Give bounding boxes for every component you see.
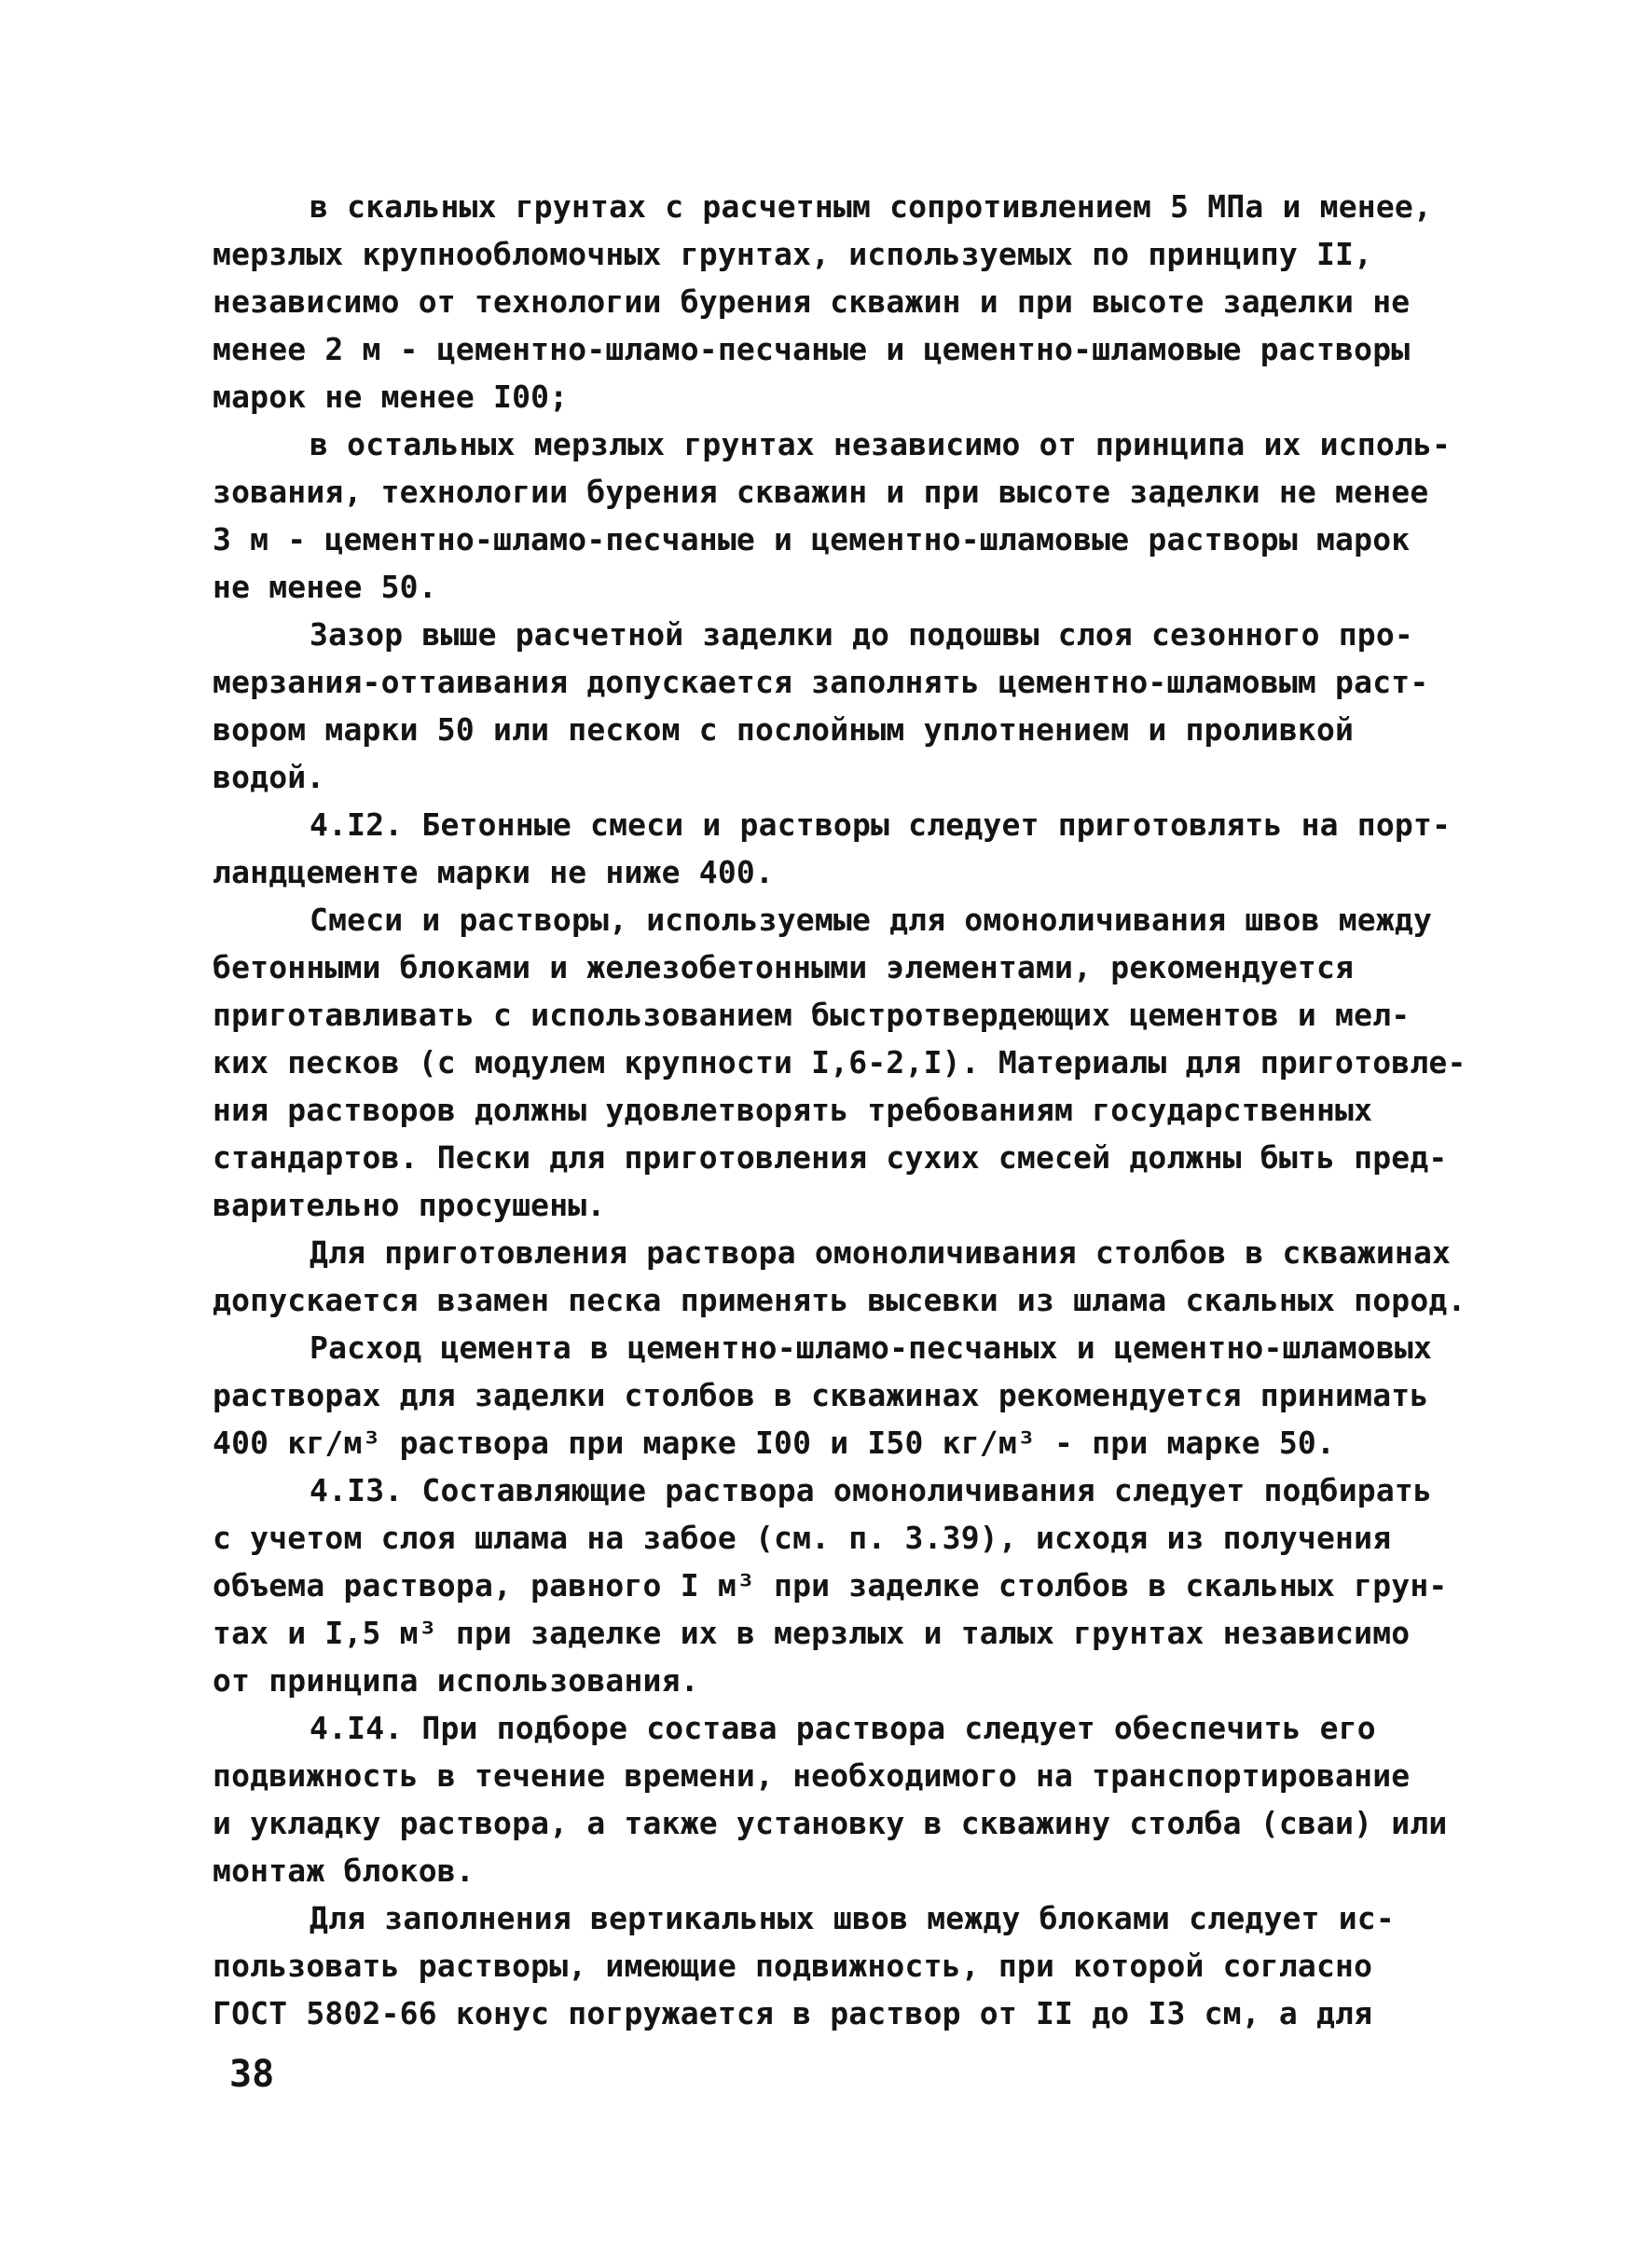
text-line: с учетом слоя шлама на забое (см. п. 3.39), исходя из получения bbox=[213, 1520, 1392, 1556]
text-line: растворах для заделки столбов в скважинах рекомендуется принимать bbox=[213, 1377, 1429, 1413]
text-line: мерзания-оттаивания допускается заполнять цементно-шламовым раст- bbox=[213, 664, 1429, 700]
paragraph bbox=[213, 896, 1499, 1229]
text-line: не менее 50. bbox=[213, 569, 437, 605]
text-line: и укладку раствора, а также установку в скважину столба (сваи) или bbox=[213, 1805, 1448, 1841]
paragraph bbox=[213, 801, 1499, 896]
paragraph bbox=[213, 1894, 1499, 2037]
text-line: независимо от технологии бурения скважин и при высоте заделки не bbox=[213, 283, 1411, 320]
text-line: варительно просушены. bbox=[213, 1187, 606, 1223]
text-line: объема раствора, равного I м³ при заделке столбов в скальных грун- bbox=[213, 1567, 1448, 1604]
text-line: Смеси и растворы, используемые для омоноличивания швов между bbox=[310, 902, 1433, 938]
text-line: Зазор выше расчетной заделки до подошвы слоя сезонного про- bbox=[310, 616, 1413, 653]
text-line: зования, технологии бурения скважин и при высоте заделки не менее bbox=[213, 474, 1429, 510]
text-line: от принципа использования. bbox=[213, 1662, 699, 1699]
page-number: 38 bbox=[229, 2053, 275, 2096]
text-line: 4.I2. Бетонные смеси и растворы следует приготовлять на порт- bbox=[310, 806, 1452, 843]
text-line: 4.I3. Составляющие раствора омоноличивания следует подбирать bbox=[310, 1472, 1433, 1508]
text-line: марок не менее I00; bbox=[213, 379, 569, 415]
paragraph bbox=[213, 183, 1499, 420]
text-line: ния растворов должны удовлетворять требованиям государственных bbox=[213, 1092, 1373, 1128]
text-line: ландцементе марки не ниже 400. bbox=[213, 854, 775, 890]
paragraph bbox=[213, 420, 1499, 611]
paragraph bbox=[213, 611, 1499, 801]
text-line: менее 2 м - цементно-шламо-песчаные и цементно-шламовые растворы bbox=[213, 331, 1411, 367]
paragraph bbox=[213, 1704, 1499, 1894]
text-line: 400 кг/м³ раствора при марке I00 и I50 кг/м³ - при марке 50. bbox=[213, 1425, 1336, 1461]
text-line: тах и I,5 м³ при заделке их в мерзлых и талых грунтах независимо bbox=[213, 1615, 1411, 1651]
text-line: вором марки 50 или песком с послойным уплотнением и проливкой bbox=[213, 711, 1355, 748]
text-line: 4.I4. При подборе состава раствора следует обеспечить его bbox=[310, 1710, 1376, 1746]
text-line: Для приготовления раствора омоноличивания столбов в скважинах bbox=[310, 1234, 1452, 1271]
text-line: ГОСТ 5802-66 конус погружается в раствор от II до I3 см, а для bbox=[213, 1995, 1373, 2031]
text-line: ких песков (с модулем крупности I,6-2,I). Материалы для приготовле- bbox=[213, 1044, 1466, 1081]
text-line: допускается взамен песка применять высевки из шлама скальных пород. bbox=[213, 1282, 1466, 1318]
text-line: Расход цемента в цементно-шламо-песчаных и цементно-шламовых bbox=[310, 1329, 1433, 1366]
text-line: подвижность в течение времени, необходимого на транспортирование bbox=[213, 1757, 1411, 1794]
text-line: монтаж блоков. bbox=[213, 1852, 475, 1889]
body-text bbox=[213, 183, 1499, 2037]
text-line: приготавливать с использованием быстротвердеющих цементов и мел- bbox=[213, 997, 1411, 1033]
text-line: стандартов. Пески для приготовления сухих смесей должны быть пред- bbox=[213, 1139, 1448, 1176]
paragraph bbox=[213, 1466, 1499, 1704]
text-line: Для заполнения вертикальных швов между блоками следует ис- bbox=[310, 1900, 1395, 1936]
text-line: водой. bbox=[213, 759, 325, 795]
paragraph bbox=[213, 1229, 1499, 1324]
text-line: мерзлых крупнообломочных грунтах, используемых по принципу II, bbox=[213, 236, 1373, 272]
text-line: в остальных мерзлых грунтах независимо от принципа их исполь- bbox=[310, 426, 1452, 462]
text-line: пользовать растворы, имеющие подвижность, при которой согласно bbox=[213, 1948, 1373, 1984]
text-line: в скальных грунтах с расчетным сопротивлением 5 МПа и менее, bbox=[310, 188, 1433, 225]
text-line: бетонными блоками и железобетонными элементами, рекомендуется bbox=[213, 949, 1355, 985]
text-line: 3 м - цементно-шламо-песчаные и цементно-шламовые растворы марок bbox=[213, 521, 1411, 558]
paragraph bbox=[213, 1324, 1499, 1466]
